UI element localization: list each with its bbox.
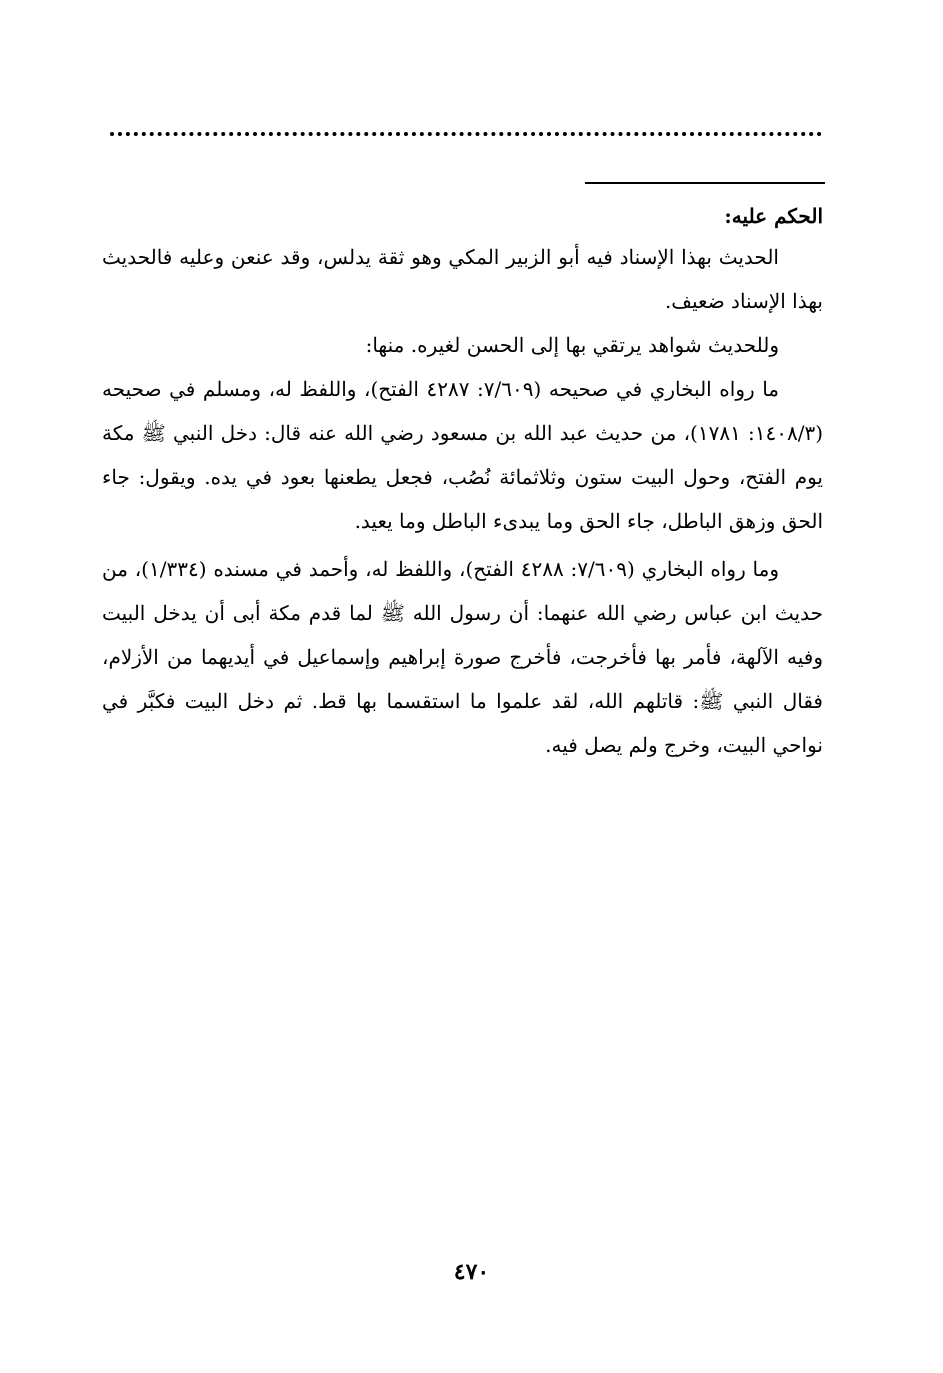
paragraph-bukhari-muslim-narration: ما رواه البخاري في صحيحه (٧/٦٠٩: ٤٢٨٧ الفتح)، واللفظ له، ومسلم في صحيحه (١٤٠٨/٣: ١٧٨١)، من حديث عبد الله بن مسعود رضي الله عنه قال: دخل النبي ﷺ مكة يوم الفتح، وحول البيت ستون وثلاثمائة نُصُب، فجعل يطعنها بعود في يده. ويقول: جاء الحق وزهق الباطل، جاء الحق وما يبدىء الباطل وما يعيد. bbox=[102, 377, 823, 533]
paragraph-bukhari-ahmad-narration: وما رواه البخاري (٧/٦٠٩: ٤٢٨٨ الفتح)، واللفظ له، وأحمد في مسنده (١/٣٣٤)، من حديث ابن عباس رضي الله عنهما: أن رسول الله ﷺ لما قدم مكة أبى أن يدخل البيت وفيه الآلهة، فأمر بها فأخرجت، فأخرج صورة إبراهيم وإسماعيل في أيديهما من الأزلام، فقال النبي ﷺ: قاتلهم الله، لقد علموا ما استقسما بها قط. ثم دخل البيت فكبَّر في نواحي البيت، وخرج ولم يصل فيه. bbox=[102, 557, 823, 757]
section-divider bbox=[585, 182, 825, 184]
page-number: ٤٧٠ bbox=[453, 1259, 490, 1285]
paragraph-ruling: الحديث بهذا الإسناد فيه أبو الزبير المكي وهو ثقة يدلس، وقد عنعن وعليه فالحديث بهذا الإسناد ضعيف. bbox=[102, 245, 823, 313]
paragraph-supporting-evidence: وللحديث شواهد يرتقي بها إلى الحسن لغيره. منها: bbox=[365, 333, 779, 357]
section-heading: الحكم عليه: bbox=[724, 204, 823, 228]
page-body bbox=[102, 197, 823, 767]
top-dotted-rule bbox=[110, 132, 822, 136]
